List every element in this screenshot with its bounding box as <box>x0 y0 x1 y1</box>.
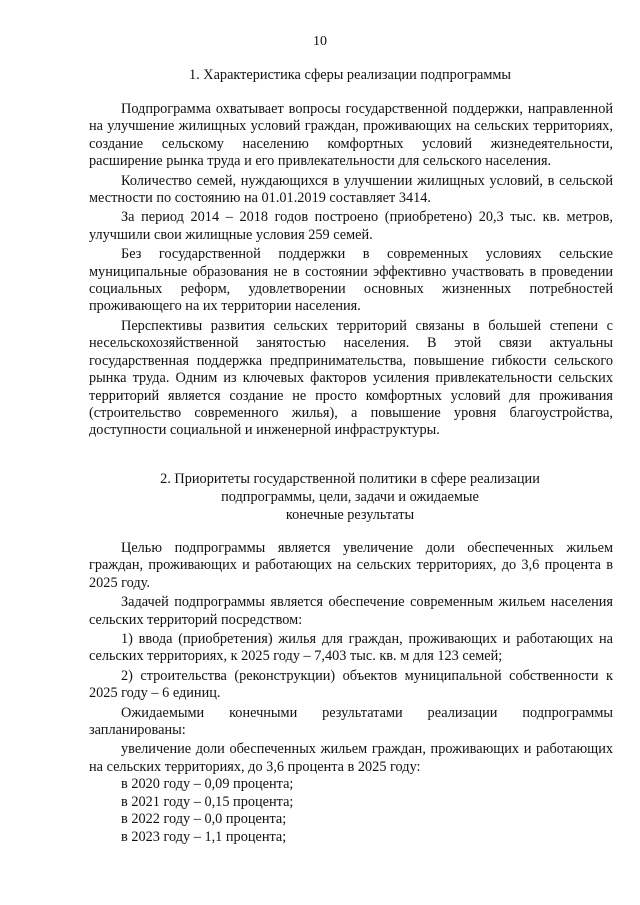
section-2-heading-line: подпрограммы, цели, задачи и ожидаемые <box>221 489 479 505</box>
section-2-heading-line: 2. Приоритеты государственной политики в сфере реализации <box>160 471 540 487</box>
paragraph: 2) строительства (реконструкции) объектов муниципальной собственности к 2025 году – 6 единиц. <box>89 667 613 702</box>
list-item: в 2021 году – 0,15 процента; <box>121 793 294 810</box>
section-1-heading: 1. Характеристика сферы реализации подпрограммы <box>188 67 512 83</box>
paragraph: Задачей подпрограммы является обеспечение современным жильем населения сельских территорий посредством: <box>89 594 613 628</box>
paragraph: За период 2014 – 2018 годов построено (приобретено) 20,3 тыс. кв. метров, улучшили свои жилищные условия 259 семей. <box>89 209 613 243</box>
section-2-heading-line: конечные результаты <box>285 507 415 523</box>
paragraph: Без государственной поддержки в современных условиях сельские муниципальные образования не в состоянии эффективно участвовать в проведении социальных реформ, удовлетворении основных жизненных потребностей проживающего на их территории населения. <box>89 246 613 315</box>
list-item: в 2023 году – 1,1 процента; <box>121 828 287 845</box>
section-1-body <box>89 101 613 440</box>
paragraph: Перспективы развития сельских территорий связаны в большей степени с несельскохозяйственной занятостью населения. В этой связи актуальны государственная поддержка предпринимательства, повышение гибкости сельского рынка труда. Одним из ключевых факторов усиления привлекательности сельских территорий является создание не просто комфортных условий для проживания (строительство современного жилья), а повышение уровня благоустройства, доступности социальной и инженерной инфраструктуры. <box>89 317 613 439</box>
list-item: в 2020 году – 0,09 процента; <box>121 776 294 793</box>
list-item: в 2022 году – 0,0 процента; <box>121 811 287 828</box>
paragraph: Подпрограмма охватывает вопросы государственной поддержки, направленной на улучшение жилищных условий граждан, проживающих на сельских территориях, создание сельскому населению комфортных условий жизнедеятельности, расширение рынка труда и его привлекательности для сельского населения. <box>89 101 613 170</box>
section-2-body <box>89 540 613 846</box>
paragraph: 1) ввода (приобретения) жилья для граждан, проживающих и работающих на сельских территориях, к 2025 году – 7,403 тыс. кв. м для 123 семей; <box>89 631 613 665</box>
paragraph: Целью подпрограммы является увеличение доли обеспеченных жильем граждан, проживающих и работающих на сельских территориях, до 3,6 процента в 2025 году. <box>89 540 613 591</box>
section-2-heading <box>60 470 640 524</box>
paragraph: Количество семей, нуждающихся в улучшении жилищных условий, в сельской местности по состоянию на 01.01.2019 составляет 3414. <box>89 172 613 207</box>
paragraph: увеличение доли обеспеченных жильем граждан, проживающих и работающих на сельских территориях, до 3,6 процента в 2025 году: <box>89 741 613 775</box>
paragraph: Ожидаемыми конечными результатами реализации подпрограммы запланированы: <box>89 704 613 739</box>
page-number: 10 <box>313 34 327 49</box>
